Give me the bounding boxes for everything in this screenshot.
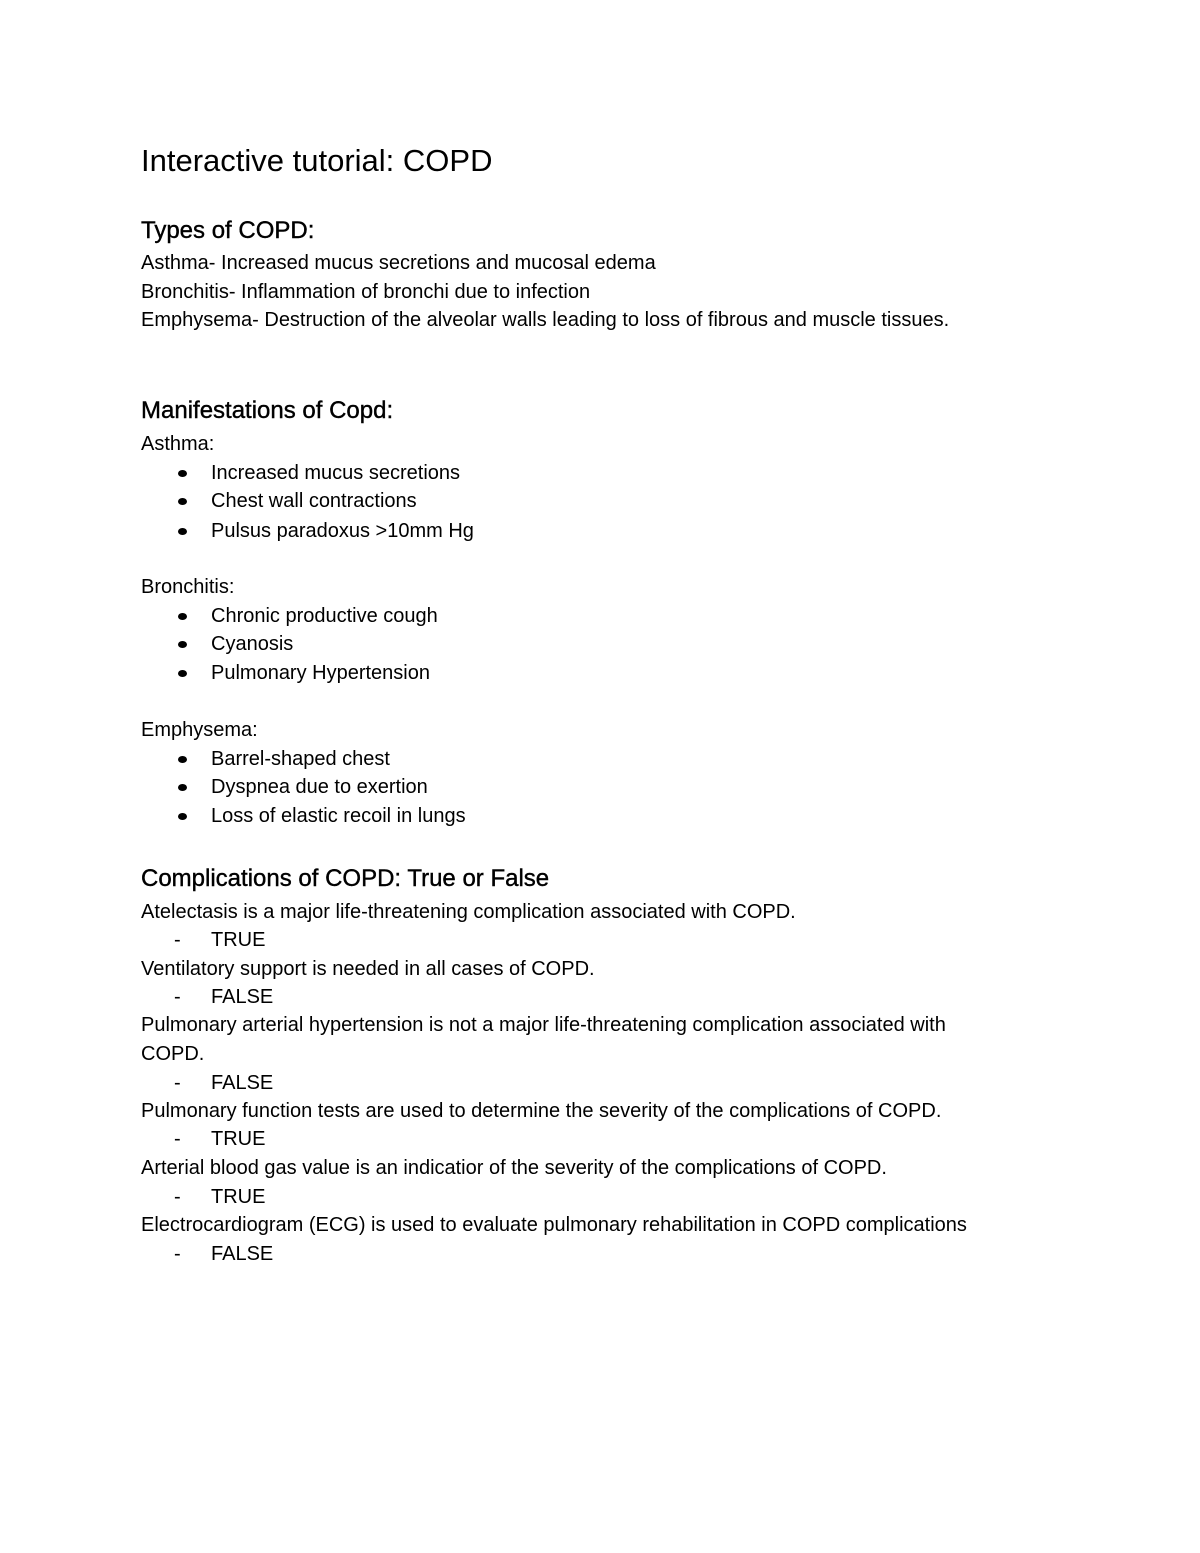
question-text: Pulmonary arterial hypertension is not a major life-threatening complication associated with <box>141 1014 946 1036</box>
types-heading: Types of COPD: <box>141 217 315 244</box>
group-label-emphysema: Emphysema: <box>141 719 258 741</box>
dash-marker: - <box>174 1128 181 1150</box>
answer-text: FALSE <box>211 986 274 1008</box>
list-item-text: Cyanosis <box>211 633 294 655</box>
document-title: Interactive tutorial: COPD <box>141 143 493 178</box>
bullet-icon <box>178 498 187 505</box>
question-text: Ventilatory support is needed in all cases of COPD. <box>141 958 595 980</box>
type-line-bronchitis: Bronchitis- Inflammation of bronchi due to infection <box>141 281 591 303</box>
answer-text: FALSE <box>211 1072 274 1094</box>
dash-marker: - <box>174 986 181 1008</box>
dash-marker: - <box>174 1243 181 1265</box>
complications-heading: Complications of COPD: True or False <box>141 865 550 892</box>
bullet-icon <box>178 528 187 535</box>
bullet-icon <box>178 756 187 763</box>
list-item-text: Chest wall contractions <box>211 490 417 512</box>
manifestations-heading: Manifestations of Copd: <box>141 397 394 424</box>
list-item-text: Increased mucus secretions <box>211 462 461 484</box>
question-text: Atelectasis is a major life-threatening complication associated with COPD. <box>141 901 796 923</box>
list-item-text: Loss of elastic recoil in lungs <box>211 805 466 827</box>
list-item-text: Pulmonary Hypertension <box>211 662 430 684</box>
answer-text: TRUE <box>211 929 266 951</box>
bullet-icon <box>178 641 187 648</box>
question-text: Pulmonary function tests are used to determine the severity of the complications of COPD. <box>141 1100 942 1122</box>
bullet-icon <box>178 613 187 620</box>
list-item-text: Pulsus paradoxus >10mm Hg <box>211 520 474 542</box>
dash-marker: - <box>174 1186 181 1208</box>
list-item-text: Chronic productive cough <box>211 605 438 627</box>
answer-text: FALSE <box>211 1243 274 1265</box>
bullet-icon <box>178 670 187 677</box>
list-item-text: Barrel-shaped chest <box>211 748 390 770</box>
answer-text: TRUE <box>211 1128 266 1150</box>
group-label-bronchitis: Bronchitis: <box>141 576 235 598</box>
bullet-icon <box>178 813 187 820</box>
type-line-asthma: Asthma- Increased mucus secretions and mucosal edema <box>141 252 656 274</box>
dash-marker: - <box>174 929 181 951</box>
question-text: Electrocardiogram (ECG) is used to evaluate pulmonary rehabilitation in COPD complications <box>141 1214 967 1236</box>
bullet-icon <box>178 784 187 791</box>
list-item-text: Dyspnea due to exertion <box>211 776 428 798</box>
answer-text: TRUE <box>211 1186 266 1208</box>
question-text-continued: COPD. <box>141 1043 205 1065</box>
question-text: Arterial blood gas value is an indicatior of the severity of the complications of COPD. <box>141 1157 887 1179</box>
dash-marker: - <box>174 1072 181 1094</box>
bullet-icon <box>178 470 187 477</box>
type-line-emphysema: Emphysema- Destruction of the alveolar walls leading to loss of fibrous and muscle tissues. <box>141 309 950 331</box>
group-label-asthma: Asthma: <box>141 433 215 455</box>
